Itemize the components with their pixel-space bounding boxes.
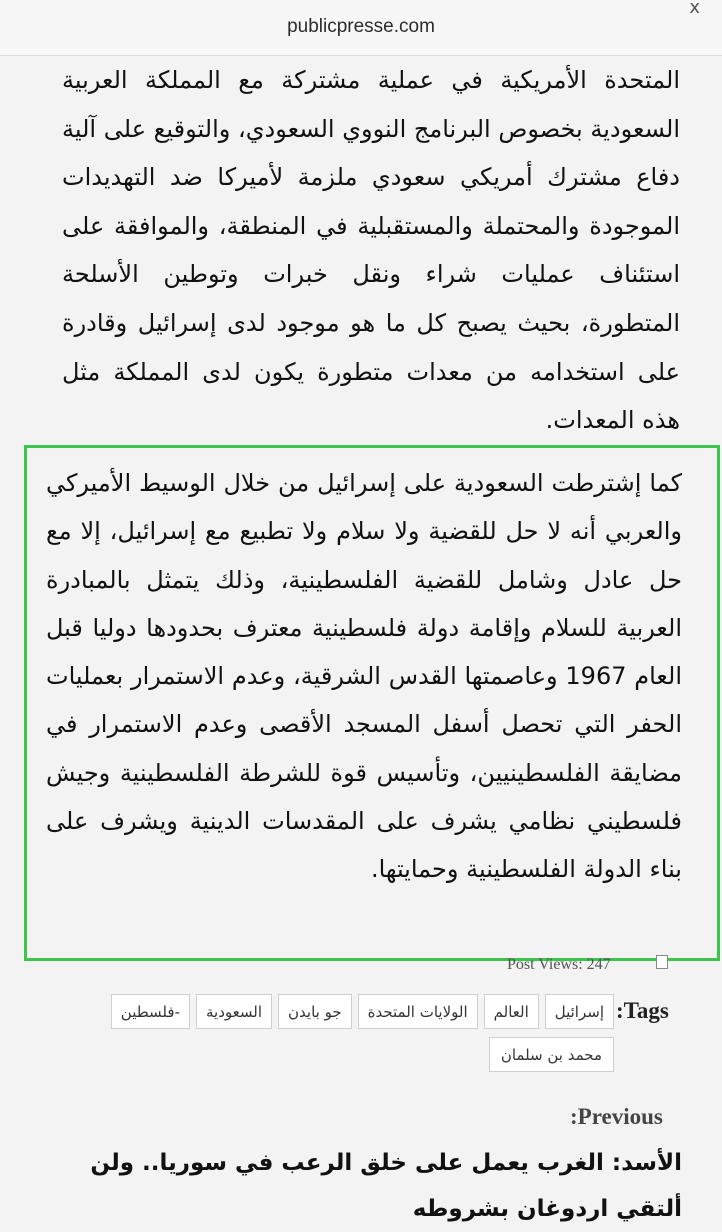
close-icon[interactable]: x	[689, 0, 700, 18]
previous-post-label: Previous:	[570, 1104, 663, 1129]
tag-link[interactable]: محمد بن سلمان	[489, 1037, 614, 1072]
views-icon	[656, 955, 668, 969]
tag-link[interactable]: إسرائيل	[545, 994, 614, 1029]
tag-link[interactable]: العالم	[484, 994, 539, 1029]
tag-link[interactable]: السعودية	[196, 994, 272, 1029]
article-paragraph-2: كما إشترطت السعودية على إسرائيل من خلال الوسيط الأميركي والعربي أنه لا حل للقضية ولا سلام ولا تطبيع مع إسرائيل، إلا مع حل عادل وشامل للقضية الفلسطينية، وذلك يتمثل بالمبادرة العربية للسلام وإقامة دولة فلسطينية معترف بحدودها دوليا قبل العام 1967 وعاصمتها القدس الشرقية، وعدم الاستمرار بعمليات الحفر التي تحصل أسفل المسجد الأقصى وعدم الاستمرار في مضايقة الفلسطينيين، وتأسيس قوة للشرطة الفلسطينية وجيش فلسطيني نظامي يشرف على المقدسات الدينية ويشرف على بناء الدولة الفلسطينية وحمايتها.	[46, 469, 682, 884]
tag-link[interactable]: جو بايدن	[278, 994, 352, 1029]
tags-list	[44, 994, 614, 1072]
tag-link[interactable]: -فلسطين	[111, 994, 190, 1029]
browser-address-bar[interactable]	[0, 0, 722, 56]
url-display[interactable]: publicpresse.com	[287, 16, 435, 37]
tags-label: Tags:	[616, 998, 669, 1023]
tag-link[interactable]: الولايات المتحدة	[358, 994, 478, 1029]
article-paragraph-1: المتحدة الأمريكية في عملية مشتركة مع المملكة العربية السعودية بخصوص البرنامج النووي السعودي، والتوقيع على آلية دفاع مشترك أمريكي سعودي ملزمة لأميركا ضد التهديدات الموجودة والمحتملة والمستقبلية في المنطقة، والموافقة على استئناف عمليات شراء ونقل خبرات وتوطين الأسلحة المتطورة، بحيث يصبح كل ما هو موجود لدى إسرائيل وقادرة على استخدامه من معدات متطورة يكون لدى المملكة مثل هذه المعدات.	[62, 66, 680, 435]
post-views-counter: Post Views: 247	[507, 956, 611, 973]
previous-post-link[interactable]: الأسد: الغرب يعمل على خلق الرعب في سوريا.. ولن ألتقي اردوغان بشروطه	[90, 1150, 682, 1222]
article-content	[0, 56, 722, 1222]
